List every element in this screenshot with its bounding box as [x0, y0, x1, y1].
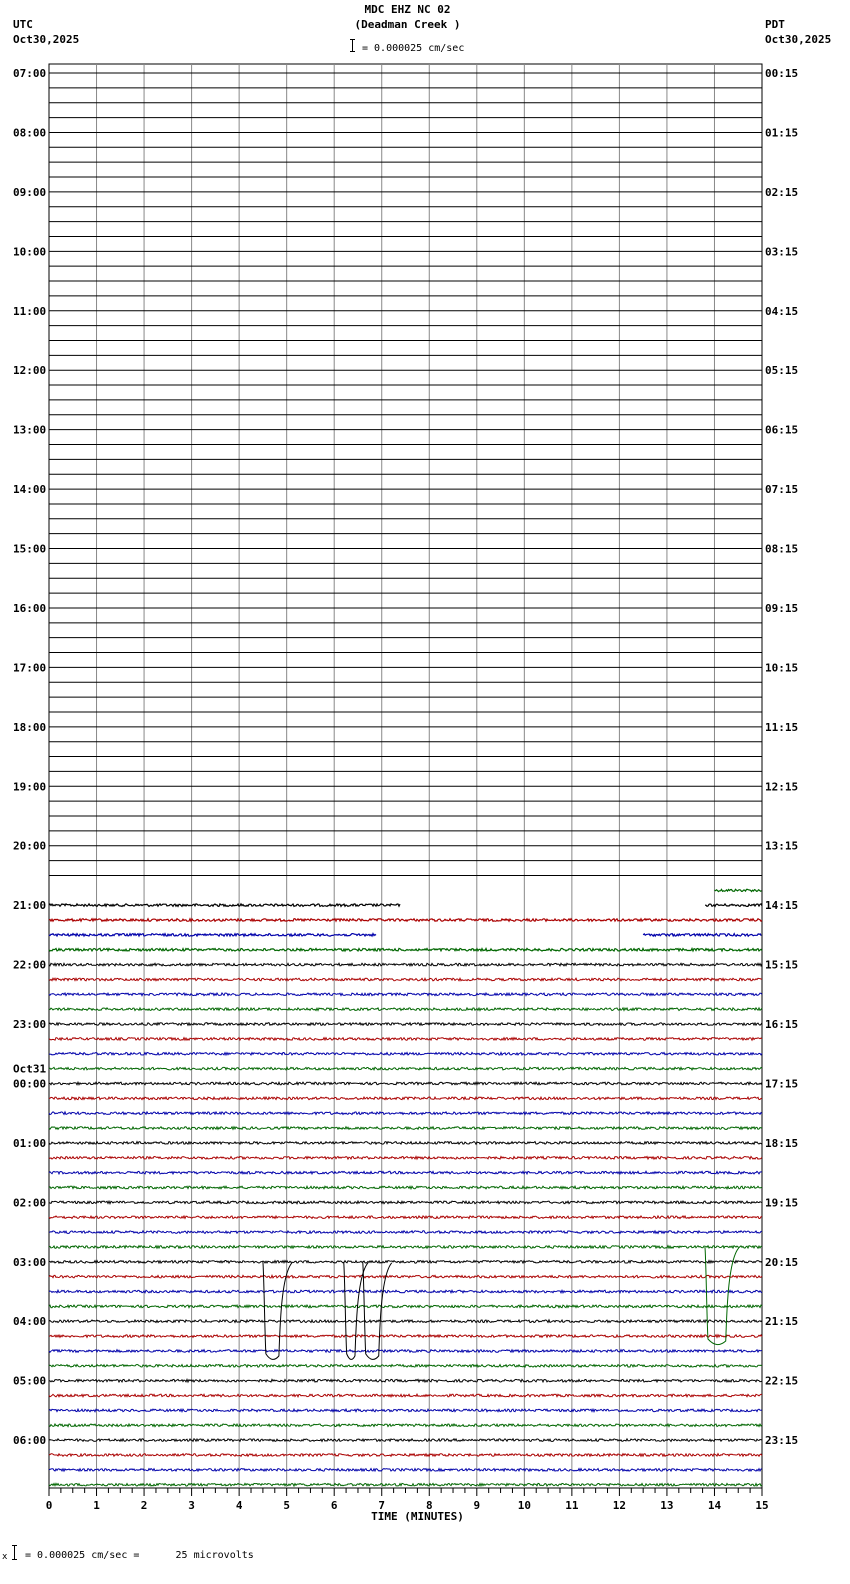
hour-label-right: 01:15	[765, 126, 799, 140]
trace-line	[49, 1023, 762, 1026]
hour-label-left: 08:00	[13, 126, 47, 140]
hour-label-left: 22:00	[13, 958, 47, 972]
trace-line	[49, 1424, 762, 1427]
hour-label-left: 19:00	[13, 780, 47, 794]
hour-label-right: 13:15	[765, 839, 799, 853]
hour-label-right: 08:15	[765, 542, 799, 556]
trace-line	[49, 1350, 762, 1353]
hour-label-left: 06:00	[13, 1434, 47, 1448]
x-tick-label: 4	[235, 1499, 243, 1512]
date-label-left: Oct31	[13, 1062, 47, 1076]
x-tick-label: 2	[140, 1499, 148, 1512]
hour-label-left: 11:00	[13, 304, 47, 318]
footer-scale-bar-icon	[14, 1545, 15, 1560]
hour-label-right: 14:15	[765, 899, 799, 913]
footer-scale-text: = 0.000025 cm/sec = 25 microvolts	[25, 1550, 254, 1561]
trace-line	[49, 1067, 762, 1070]
trace-line	[49, 1008, 762, 1011]
trace-line	[49, 919, 762, 922]
hour-label-right: 19:15	[765, 1196, 799, 1210]
hour-label-left: 12:00	[13, 364, 47, 378]
hour-label-left: 05:00	[13, 1374, 47, 1388]
hour-label-left: 21:00	[13, 899, 47, 913]
right-date: Oct30,2025	[765, 33, 832, 46]
hour-label-right: 21:15	[765, 1315, 799, 1329]
hour-label-right: 11:15	[765, 720, 799, 734]
trace-line	[49, 1305, 762, 1308]
trace-line	[49, 1246, 762, 1249]
trace-line	[49, 1290, 762, 1293]
hour-label-right: 16:15	[765, 1018, 799, 1032]
hour-label-right: 02:15	[765, 185, 799, 199]
trace-line	[49, 1112, 762, 1115]
hour-label-right: 22:15	[765, 1374, 799, 1388]
plot-frame	[49, 64, 762, 1488]
x-tick-label: 12	[612, 1499, 627, 1512]
trace-line	[715, 889, 762, 891]
hour-label-left: 10:00	[13, 245, 47, 259]
x-axis-label: TIME (MINUTES)	[371, 1510, 464, 1523]
x-tick-label: 9	[473, 1499, 481, 1512]
trace-line	[49, 993, 762, 996]
x-tick-label: 6	[330, 1499, 338, 1512]
x-tick-label: 10	[517, 1499, 531, 1512]
x-tick-label: 13	[660, 1499, 674, 1512]
x-tick-label: 1	[93, 1499, 100, 1512]
footer-prefix: x	[2, 1552, 8, 1562]
hour-label-left: 00:00	[13, 1077, 47, 1091]
hour-label-left: 23:00	[13, 1018, 47, 1032]
trace-line	[49, 1201, 762, 1204]
hour-label-left: 16:00	[13, 601, 47, 615]
trace-line	[49, 1275, 762, 1278]
site-name: (Deadman Creek )	[354, 18, 461, 31]
trace-line	[643, 934, 761, 937]
trace-line	[49, 934, 376, 937]
trace-line	[49, 978, 762, 981]
hour-label-right: 03:15	[765, 245, 799, 259]
trace-line	[49, 1335, 762, 1338]
trace-line	[705, 904, 762, 907]
trace-line	[49, 1157, 762, 1160]
hour-label-right: 00:15	[765, 67, 799, 80]
trace-line	[49, 1409, 762, 1412]
station-title: MDC EHZ NC 02	[364, 3, 451, 16]
trace-line	[49, 1038, 762, 1041]
hour-label-right: 17:15	[765, 1077, 799, 1091]
trace-line	[49, 1216, 762, 1219]
hour-label-right: 12:15	[765, 780, 799, 794]
hour-label-right: 10:15	[765, 661, 799, 675]
hour-label-right: 20:15	[765, 1255, 799, 1269]
hour-label-left: 15:00	[13, 542, 47, 556]
trace-line	[49, 1483, 762, 1486]
x-tick-label: 8	[425, 1499, 433, 1512]
trace-line	[49, 1454, 762, 1457]
x-tick-label: 14	[707, 1499, 722, 1512]
hour-label-left: 04:00	[13, 1315, 47, 1329]
hour-label-left: 20:00	[13, 839, 47, 853]
hour-label-right: 04:15	[765, 304, 799, 318]
hour-label-right: 15:15	[765, 958, 799, 972]
hour-label-left: 01:00	[13, 1136, 47, 1150]
scale-text: = 0.000025 cm/sec	[362, 43, 465, 54]
trace-line	[49, 963, 762, 966]
trace-line	[49, 1231, 762, 1234]
x-tick-label: 3	[188, 1499, 195, 1512]
hour-label-left: 03:00	[13, 1255, 47, 1269]
trace-line	[49, 1186, 762, 1189]
left-date: Oct30,2025	[13, 33, 80, 46]
trace-line	[49, 1320, 762, 1323]
trace-line	[49, 1082, 762, 1085]
x-tick-label: 5	[283, 1499, 290, 1512]
x-tick-label: 15	[755, 1499, 769, 1512]
hour-label-left: 18:00	[13, 720, 47, 734]
hour-label-left: 13:00	[13, 423, 47, 437]
trace-line	[49, 1261, 762, 1264]
trace-line	[49, 1127, 762, 1130]
trace-line	[49, 1365, 762, 1368]
trace-line	[49, 1142, 762, 1145]
hour-label-left: 17:00	[13, 661, 47, 675]
x-tick-label: 11	[565, 1499, 579, 1512]
trace-line	[49, 1439, 762, 1442]
hour-label-left: 14:00	[13, 483, 47, 497]
hour-label-right: 09:15	[765, 601, 799, 615]
hour-label-left: 07:00	[13, 67, 47, 80]
trace-line	[49, 1053, 762, 1056]
hour-label-right: 06:15	[765, 423, 799, 437]
trace-line	[49, 948, 762, 951]
trace-line	[49, 904, 400, 907]
x-tick-label: 0	[45, 1499, 53, 1512]
hour-label-left: 09:00	[13, 185, 47, 199]
hour-label-left: 02:00	[13, 1196, 47, 1210]
trace-line	[49, 1379, 762, 1382]
left-timezone: UTC	[13, 18, 33, 31]
hour-label-right: 07:15	[765, 483, 799, 497]
hour-label-right: 18:15	[765, 1136, 799, 1150]
trace-line	[49, 1394, 762, 1397]
x-tick-label: 7	[378, 1499, 386, 1512]
trace-line	[49, 1097, 762, 1100]
hour-label-right: 23:15	[765, 1434, 799, 1448]
right-timezone: PDT	[765, 18, 785, 31]
trace-line	[49, 1469, 762, 1472]
trace-line	[49, 1171, 762, 1174]
hour-label-right: 05:15	[765, 364, 799, 378]
